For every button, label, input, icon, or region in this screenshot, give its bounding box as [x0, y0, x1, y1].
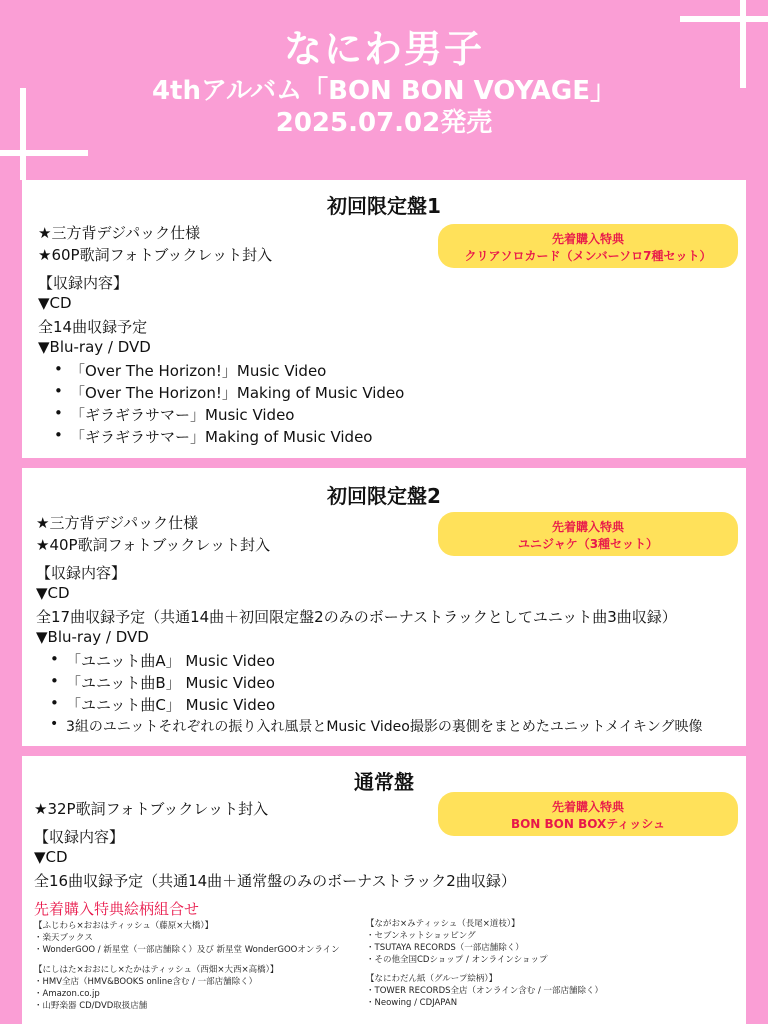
combo-item: ・楽天ブックス	[34, 933, 93, 943]
cd-text: 全14曲収録予定	[38, 318, 148, 336]
combo-heading: 【ふじわら×おおはティッシュ（藤原×大橋）】	[34, 921, 214, 931]
album-title: 4thアルバム「BON BON VOYAGE」	[151, 76, 617, 106]
spec-line: ★32P歌詞フォトブックレット封入	[34, 800, 269, 818]
contents-label: 【収録内容】	[36, 564, 127, 582]
combo-heading: 【ながお×みティッシュ（長尾×道枝）】	[366, 919, 520, 929]
bonus-item: ユニジャケ（3種セット）	[517, 537, 659, 551]
spec-line: ★40P歌詞フォトブックレット封入	[36, 536, 271, 554]
bonus-title: 先着購入特典	[551, 520, 624, 534]
edition-title: 初回限定盤1	[327, 194, 441, 218]
bd-item: • 3組のユニットそれぞれの振り入れ風景とMusic Video撮影の裏側をまとめたユニットメイキング映像	[66, 716, 702, 736]
bd-item: • 「ユニット曲C」 Music Video	[66, 694, 275, 715]
bonus-title: 先着購入特典	[551, 232, 624, 246]
bd-item: • 「Over The Horizon!」Music Video	[70, 360, 326, 381]
bd-label: ▼Blu-ray / DVD	[38, 338, 151, 356]
combo-heading: 【にしはた×おおにし×たかはティッシュ（西畑×大西×高橋）】	[34, 965, 279, 975]
combo-item: ・TSUTAYA RECORDS（一部店舗除く）	[366, 943, 524, 953]
cd-label: ▼CD	[34, 848, 68, 866]
artist-name: なにわ男子	[283, 27, 484, 71]
combo-item: ・Amazon.co.jp	[34, 989, 100, 999]
contents-label: 【収録内容】	[38, 274, 129, 292]
combos-title: 先着購入特典絵柄組合せ	[34, 900, 200, 918]
cd-text: 全17曲収録予定（共通14曲＋初回限定盤2のみのボーナストラックとしてユニット曲3曲収録）	[36, 608, 677, 626]
bd-label: ▼Blu-ray / DVD	[36, 628, 149, 646]
bd-item: • 「ユニット曲A」 Music Video	[66, 650, 275, 671]
spec-line: ★三方背デジパック仕様	[38, 224, 201, 242]
combo-heading: 【なにわだん紙（グループ絵柄）】	[366, 974, 498, 984]
bonus-title: 先着購入特典	[551, 800, 624, 814]
release-date: 2025.07.02発売	[275, 108, 493, 138]
combo-item: ・その他全国CDショップ / オンラインショップ	[366, 955, 548, 965]
combo-item: ・TOWER RECORDS全店（オンライン含む / 一部店舗除く）	[366, 986, 604, 996]
contents-label: 【収録内容】	[34, 828, 125, 846]
combo-item: ・山野楽器 CD/DVD取扱店舗	[34, 1001, 148, 1011]
combo-item: ・セブンネットショッピング	[366, 931, 476, 941]
combo-item: ・WonderGOO / 新星堂（一部店舗除く）及び 新星堂 WonderGOOオンライン	[34, 945, 340, 955]
cd-label: ▼CD	[36, 584, 70, 602]
bonus-badge	[438, 224, 738, 268]
spec-line: ★三方背デジパック仕様	[36, 514, 199, 532]
cd-text: 全16曲収録予定（共通14曲＋通常盤のみのボーナストラック2曲収録）	[34, 872, 516, 890]
cd-label: ▼CD	[38, 294, 72, 312]
edition-title: 通常盤	[354, 770, 414, 794]
combo-item: ・HMV全店（HMV&BOOKS online含む / 一部店舗除く）	[34, 977, 258, 987]
combo-item: ・Neowing / CDJAPAN	[366, 998, 458, 1008]
bonus-badge	[438, 792, 738, 836]
edition-card-limited-2	[22, 468, 746, 746]
deco-cross-left-h	[0, 150, 88, 156]
bd-item: • 「ユニット曲B」 Music Video	[66, 672, 275, 693]
bonus-item: クリアソロカード（メンバーソロ7種セット）	[464, 249, 712, 263]
spec-line: ★60P歌詞フォトブックレット封入	[38, 246, 273, 264]
bonus-badge	[438, 512, 738, 556]
edition-title: 初回限定盤2	[327, 484, 441, 508]
bd-item: • 「ギラギラサマー」Making of Music Video	[70, 426, 372, 447]
edition-card-limited-1	[22, 180, 746, 458]
bd-item: • 「ギラギラサマー」Music Video	[70, 404, 294, 425]
bd-item: • 「Over The Horizon!」Making of Music Video	[70, 382, 404, 403]
edition-card-regular	[22, 756, 746, 1024]
bonus-item: BON BON BOXティッシュ	[510, 817, 666, 831]
